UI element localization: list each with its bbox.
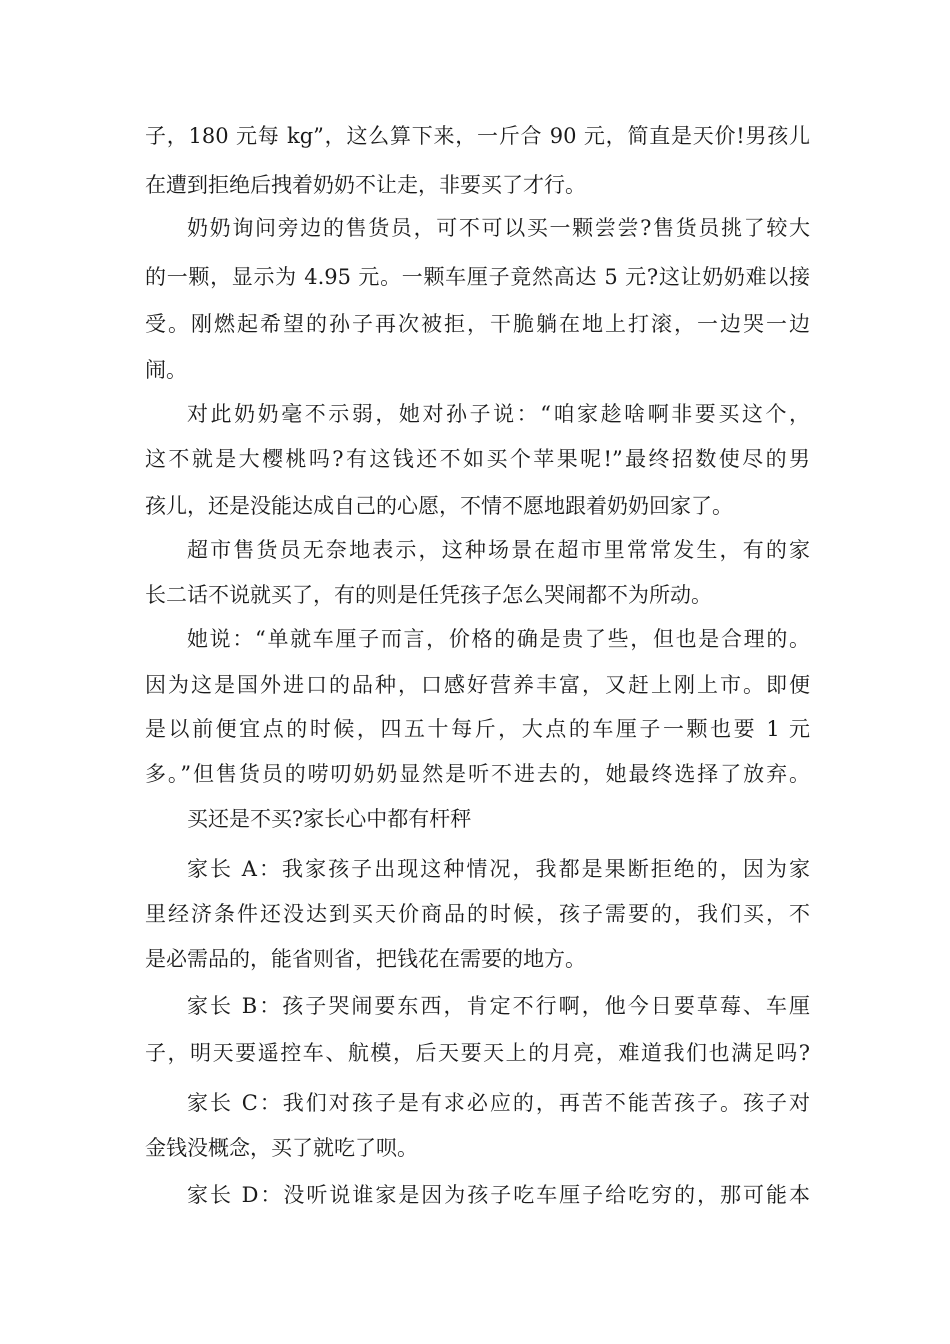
text-line: 超市售货员无奈地表示，这种场景在超市里常常发生，有的家 (187, 538, 810, 562)
text-line: 孩儿，还是没能达成自己的心愿，不情不愿地跟着奶奶回家了。 (145, 494, 733, 518)
text-line: 里经济条件还没达到买天价商品的时候，孩子需要的，我们买，不 (145, 902, 810, 926)
text-line: 的一颗，显示为 4.95 元。一颗车厘子竟然高达 5 元?这让奶奶难以接 (145, 265, 810, 289)
text-line: 家长 C：我们对孩子是有求必应的，再苦不能苦孩子。孩子对 (187, 1091, 810, 1115)
text-line: 子，180 元每 kg”，这么算下来，一斤合 90 元，简直是天价!男孩儿 (145, 124, 810, 148)
section-heading: 买还是不买?家长心中都有杆秤 (187, 807, 472, 831)
text-line: 是必需品的，能省则省，把钱花在需要的地方。 (145, 947, 586, 971)
text-line: 家长 D：没听说谁家是因为孩子吃车厘子给吃穷的，那可能本 (187, 1183, 810, 1207)
text-line: 金钱没概念，买了就吃了呗。 (145, 1136, 418, 1160)
text-line: 她说：“单就车厘子而言，价格的确是贵了些，但也是合理的。 (187, 627, 810, 651)
text-line: 受。刚燃起希望的孙子再次被拒，干脆躺在地上打滚，一边哭一边 (145, 312, 810, 336)
text-line: 多。”但售货员的唠叨奶奶显然是听不进去的，她最终选择了放弃。 (145, 762, 810, 786)
text-line: 闹。 (145, 358, 187, 382)
text-line: 长二话不说就买了，有的则是任凭孩子怎么哭闹都不为所动。 (145, 583, 712, 607)
text-line: 子，明天要遥控车、航模，后天要天上的月亮，难道我们也满足吗? (145, 1041, 810, 1065)
text-line: 对此奶奶毫不示弱，她对孙子说：“咱家趁啥啊非要买这个， (187, 402, 810, 426)
text-line: 是以前便宜点的时候，四五十每斤，大点的车厘子一颗也要 1 元 (145, 717, 810, 741)
text-line: 因为这是国外进口的品种，口感好营养丰富，又赶上刚上市。即便 (145, 673, 810, 697)
text-line: 在遭到拒绝后拽着奶奶不让走，非要买了才行。 (145, 173, 586, 197)
text-line: 家长 A：我家孩子出现这种情况，我都是果断拒绝的，因为家 (187, 857, 810, 881)
text-line: 家长 B：孩子哭闹要东西，肯定不行啊，他今日要草莓、车厘 (187, 994, 810, 1018)
text-line: 这不就是大樱桃吗?有这钱还不如买个苹果呢!”最终招数使尽的男 (145, 447, 810, 471)
text-line: 奶奶询问旁边的售货员，可不可以买一颗尝尝?售货员挑了较大 (187, 216, 810, 240)
